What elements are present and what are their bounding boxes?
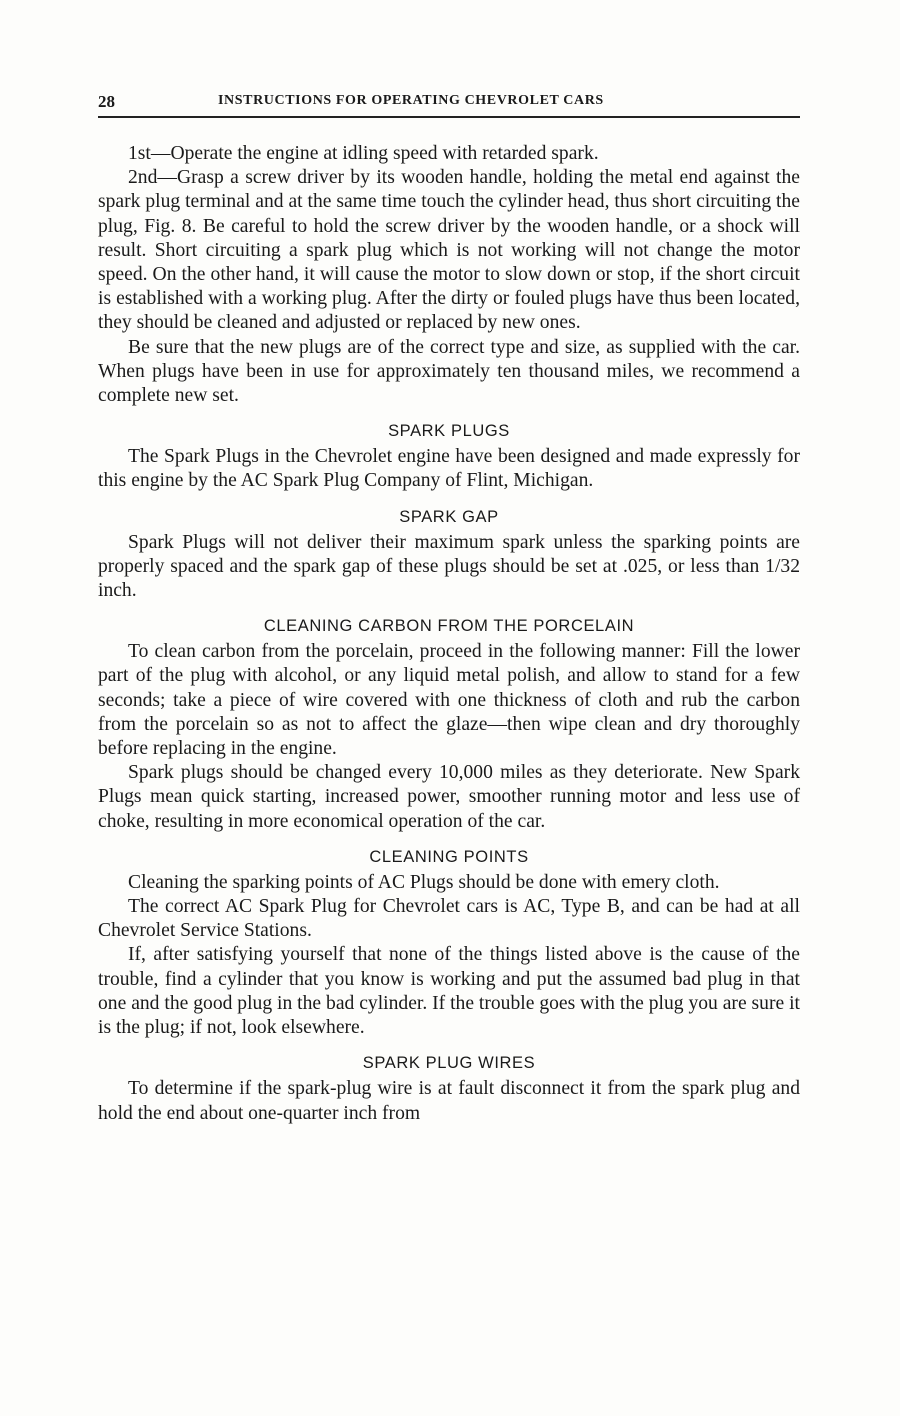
section-heading-cleaning-carbon: CLEANING CARBON FROM THE PORCELAIN [263, 617, 635, 636]
section-heading-spark-plugs: SPARK PLUGS [388, 422, 510, 441]
paragraph: If, after satisfying yourself that none of the things listed above is the cause of the trouble, find a cylinder that you know is working and put the assumed bad plug in that one and the good plug in the bad cylinder. If the trouble goes with the plug you are sure it is the plug; if not, look elsewhere. [98, 944, 800, 1039]
paragraph: 2nd—Grasp a screw driver by its wooden handle, holding the metal end against the spark plug terminal and at the same time touch the cylinder head, thus short circuiting the plug, Fig. 8. Be careful to hold the screw driver by the wooden handle, or a shock will result. Short circuiting a spark plug which is not working will not change the motor speed. On the other hand, it will cause the motor to slow down or stop, if the short circuit is established with a working plug. After the dirty or fouled plugs have thus been located, they should be cleaned and adjusted or replaced by new ones. [98, 167, 800, 334]
paragraph: The Spark Plugs in the Chevrolet engine have been designed and made expressly for this engine by the AC Spark Plug Company of Flint, Michigan. [98, 446, 800, 492]
paragraph: Cleaning the sparking points of AC Plugs should be done with emery cloth. [128, 871, 720, 893]
page-number: 28 [98, 92, 115, 111]
body-text [98, 140, 800, 1126]
paragraph: Spark plugs should be changed every 10,000 miles as they deteriorate. New Spark Plugs mean quick starting, increased power, smoother running motor and less use of choke, resulting in more economical operation of the car. [98, 762, 800, 832]
running-header-title: INSTRUCTIONS FOR OPERATING CHEVROLET CARS [218, 93, 604, 108]
running-header [98, 92, 800, 118]
paragraph: To determine if the spark-plug wire is at fault disconnect it from the spark plug and hold the end about one-quarter inch from [98, 1078, 800, 1124]
paragraph: 1st—Operate the engine at idling speed with retarded spark. [128, 143, 599, 164]
paragraph: Spark Plugs will not deliver their maximum spark unless the sparking points are properly spaced and the spark gap of these plugs should be set at .025, or less than 1/32 inch. [98, 531, 800, 602]
paragraph: Be sure that the new plugs are of the correct type and size, as supplied with the car. When plugs have been in use for approximately ten thousand miles, we recommend a complete new set. [98, 336, 800, 407]
paragraph: The correct AC Spark Plug for Chevrolet cars is AC, Type B, and can be had at all Chevrolet Service Stations. [98, 896, 800, 942]
section-heading-cleaning-points: CLEANING POINTS [369, 847, 529, 866]
section-heading-spark-plug-wires: SPARK PLUG WIRES [362, 1054, 536, 1073]
paragraph: To clean carbon from the porcelain, proceed in the following manner: Fill the lower part of the plug with alcohol, or any liquid metal polish, and allow to stand for a few seconds; take a piece of wire covered with one thickness of cloth and rub the carbon from the porcelain so as not to affect the glaze—then wipe clean and dry thoroughly before replacing in the engine. [98, 641, 800, 760]
section-heading-spark-gap: SPARK GAP [399, 507, 499, 526]
